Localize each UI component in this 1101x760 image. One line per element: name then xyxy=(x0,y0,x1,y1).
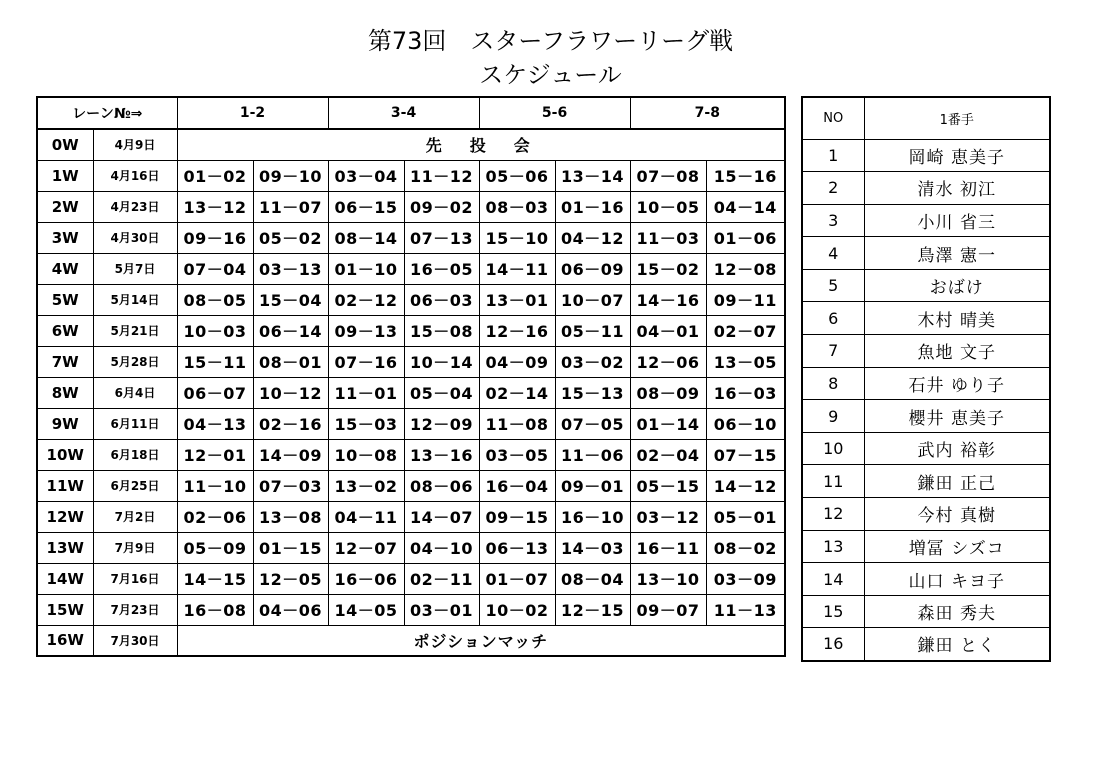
no-header: NO xyxy=(802,97,864,139)
matchup-cell: 16－06 xyxy=(328,563,404,594)
matchup-cell: 05－04 xyxy=(404,377,479,408)
matchup-cell: 16－03 xyxy=(706,377,785,408)
player-number: 15 xyxy=(802,595,864,628)
lane-label: レーン№⇒ xyxy=(37,97,177,129)
matchup-cell: 07－03 xyxy=(253,470,328,501)
matchup-cell: 09－13 xyxy=(328,315,404,346)
player-row xyxy=(802,400,1050,433)
date-cell: 7月9日 xyxy=(93,532,177,563)
matchup-cell: 08－04 xyxy=(555,563,630,594)
player-row xyxy=(802,302,1050,335)
matchup-cell: 04－11 xyxy=(328,501,404,532)
week-cell: 7W xyxy=(37,346,93,377)
week-cell: 6W xyxy=(37,315,93,346)
schedule-row xyxy=(37,129,785,160)
player-name: 増冨 シズコ xyxy=(864,530,1050,563)
date-cell: 5月7日 xyxy=(93,253,177,284)
player-number: 2 xyxy=(802,172,864,205)
matchup-cell: 01－15 xyxy=(253,532,328,563)
player-number: 3 xyxy=(802,204,864,237)
matchup-cell: 01－14 xyxy=(630,408,706,439)
matchup-cell: 06－13 xyxy=(479,532,555,563)
matchup-cell: 15－02 xyxy=(630,253,706,284)
matchup-cell: 11－12 xyxy=(404,160,479,191)
player-header-row xyxy=(802,97,1050,139)
matchup-cell: 07－04 xyxy=(177,253,253,284)
player-number: 4 xyxy=(802,237,864,270)
player-row xyxy=(802,465,1050,498)
player-row xyxy=(802,432,1050,465)
matchup-cell: 05－09 xyxy=(177,532,253,563)
matchup-cell: 06－07 xyxy=(177,377,253,408)
matchup-cell: 12－16 xyxy=(479,315,555,346)
matchup-cell: 04－01 xyxy=(630,315,706,346)
player-name: 石井 ゆり子 xyxy=(864,367,1050,400)
schedule-row xyxy=(37,315,785,346)
matchup-cell: 04－09 xyxy=(479,346,555,377)
schedule-table xyxy=(36,96,786,657)
lane-header: 5-6 xyxy=(479,97,630,129)
player-number: 1 xyxy=(802,139,864,172)
matchup-cell: 14－15 xyxy=(177,563,253,594)
player-name: 山口 キヨ子 xyxy=(864,563,1050,596)
matchup-cell: 12－06 xyxy=(630,346,706,377)
matchup-cell: 08－14 xyxy=(328,222,404,253)
week-cell: 5W xyxy=(37,284,93,315)
schedule-row xyxy=(37,470,785,501)
matchup-cell: 08－09 xyxy=(630,377,706,408)
schedule-row xyxy=(37,408,785,439)
schedule-row xyxy=(37,563,785,594)
player-row xyxy=(802,367,1050,400)
matchup-cell: 11－03 xyxy=(630,222,706,253)
player-number: 12 xyxy=(802,498,864,531)
matchup-cell: 01－07 xyxy=(479,563,555,594)
schedule-row xyxy=(37,222,785,253)
matchup-cell: 08－02 xyxy=(706,532,785,563)
matchup-cell: 12－05 xyxy=(253,563,328,594)
matchup-cell: 11－10 xyxy=(177,470,253,501)
date-cell: 7月16日 xyxy=(93,563,177,594)
special-event-cell: ポジションマッチ xyxy=(177,625,785,656)
matchup-cell: 03－05 xyxy=(479,439,555,470)
schedule-row xyxy=(37,625,785,656)
matchup-cell: 11－06 xyxy=(555,439,630,470)
week-cell: 10W xyxy=(37,439,93,470)
matchup-cell: 09－07 xyxy=(630,594,706,625)
matchup-cell: 12－01 xyxy=(177,439,253,470)
page-subtitle: スケジュール xyxy=(479,61,622,89)
matchup-cell: 10－05 xyxy=(630,191,706,222)
week-cell: 11W xyxy=(37,470,93,501)
player-name: おばけ xyxy=(864,269,1050,302)
matchup-cell: 16－05 xyxy=(404,253,479,284)
matchup-cell: 03－12 xyxy=(630,501,706,532)
player-name: 櫻井 恵美子 xyxy=(864,400,1050,433)
matchup-cell: 09－15 xyxy=(479,501,555,532)
week-cell: 14W xyxy=(37,563,93,594)
week-cell: 15W xyxy=(37,594,93,625)
date-cell: 4月23日 xyxy=(93,191,177,222)
matchup-cell: 07－15 xyxy=(706,439,785,470)
matchup-cell: 01－10 xyxy=(328,253,404,284)
matchup-cell: 16－10 xyxy=(555,501,630,532)
matchup-cell: 15－10 xyxy=(479,222,555,253)
week-cell: 0W xyxy=(37,129,93,160)
matchup-cell: 03－02 xyxy=(555,346,630,377)
matchup-cell: 05－06 xyxy=(479,160,555,191)
matchup-cell: 14－07 xyxy=(404,501,479,532)
matchup-cell: 09－02 xyxy=(404,191,479,222)
player-name: 武内 裕彰 xyxy=(864,432,1050,465)
matchup-cell: 08－06 xyxy=(404,470,479,501)
matchup-cell: 14－03 xyxy=(555,532,630,563)
matchup-cell: 01－06 xyxy=(706,222,785,253)
matchup-cell: 15－03 xyxy=(328,408,404,439)
date-cell: 6月25日 xyxy=(93,470,177,501)
player-name: 森田 秀夫 xyxy=(864,595,1050,628)
player-name: 鎌田 とく xyxy=(864,628,1050,661)
date-cell: 4月16日 xyxy=(93,160,177,191)
week-cell: 3W xyxy=(37,222,93,253)
matchup-cell: 03－13 xyxy=(253,253,328,284)
matchup-cell: 11－01 xyxy=(328,377,404,408)
player-number: 8 xyxy=(802,367,864,400)
matchup-cell: 06－10 xyxy=(706,408,785,439)
matchup-cell: 06－03 xyxy=(404,284,479,315)
date-cell: 6月18日 xyxy=(93,439,177,470)
lane-header: 1-2 xyxy=(177,97,328,129)
matchup-cell: 05－02 xyxy=(253,222,328,253)
player-number: 7 xyxy=(802,335,864,368)
matchup-cell: 08－05 xyxy=(177,284,253,315)
matchup-cell: 14－12 xyxy=(706,470,785,501)
player-number: 6 xyxy=(802,302,864,335)
schedule-row xyxy=(37,377,785,408)
date-cell: 7月2日 xyxy=(93,501,177,532)
matchup-cell: 04－12 xyxy=(555,222,630,253)
matchup-cell: 08－03 xyxy=(479,191,555,222)
matchup-cell: 09－16 xyxy=(177,222,253,253)
week-cell: 12W xyxy=(37,501,93,532)
schedule-row xyxy=(37,160,785,191)
schedule-row xyxy=(37,253,785,284)
matchup-cell: 02－04 xyxy=(630,439,706,470)
matchup-cell: 13－01 xyxy=(479,284,555,315)
matchup-cell: 10－14 xyxy=(404,346,479,377)
matchup-cell: 06－15 xyxy=(328,191,404,222)
matchup-cell: 07－08 xyxy=(630,160,706,191)
page-title: 第73回 スターフラワーリーグ戦 xyxy=(367,27,734,55)
player-row xyxy=(802,595,1050,628)
player-row xyxy=(802,335,1050,368)
matchup-cell: 04－14 xyxy=(706,191,785,222)
date-cell: 5月28日 xyxy=(93,346,177,377)
week-cell: 2W xyxy=(37,191,93,222)
date-cell: 5月14日 xyxy=(93,284,177,315)
week-cell: 9W xyxy=(37,408,93,439)
matchup-cell: 11－13 xyxy=(706,594,785,625)
matchup-cell: 11－07 xyxy=(253,191,328,222)
matchup-cell: 03－04 xyxy=(328,160,404,191)
matchup-cell: 13－05 xyxy=(706,346,785,377)
matchup-cell: 12－08 xyxy=(706,253,785,284)
matchup-cell: 13－16 xyxy=(404,439,479,470)
matchup-cell: 13－14 xyxy=(555,160,630,191)
matchup-cell: 13－08 xyxy=(253,501,328,532)
matchup-cell: 10－12 xyxy=(253,377,328,408)
matchup-cell: 16－04 xyxy=(479,470,555,501)
matchup-cell: 10－02 xyxy=(479,594,555,625)
week-cell: 8W xyxy=(37,377,93,408)
matchup-cell: 15－13 xyxy=(555,377,630,408)
schedule-row xyxy=(37,439,785,470)
matchup-cell: 02－11 xyxy=(404,563,479,594)
player-number: 16 xyxy=(802,628,864,661)
player-row xyxy=(802,530,1050,563)
matchup-cell: 16－11 xyxy=(630,532,706,563)
matchup-cell: 09－01 xyxy=(555,470,630,501)
matchup-cell: 14－09 xyxy=(253,439,328,470)
player-row xyxy=(802,172,1050,205)
player-row xyxy=(802,204,1050,237)
matchup-cell: 13－12 xyxy=(177,191,253,222)
player-name: 清水 初江 xyxy=(864,172,1050,205)
player-row xyxy=(802,237,1050,270)
player-name: 小川 省三 xyxy=(864,204,1050,237)
lane-header: 7-8 xyxy=(630,97,785,129)
player-name: 鎌田 正己 xyxy=(864,465,1050,498)
player-number: 14 xyxy=(802,563,864,596)
matchup-cell: 13－02 xyxy=(328,470,404,501)
matchup-cell: 03－01 xyxy=(404,594,479,625)
matchup-cell: 10－07 xyxy=(555,284,630,315)
matchup-cell: 01－02 xyxy=(177,160,253,191)
player-name: 木村 晴美 xyxy=(864,302,1050,335)
player-row xyxy=(802,498,1050,531)
date-cell: 7月23日 xyxy=(93,594,177,625)
date-cell: 4月9日 xyxy=(93,129,177,160)
name-header: 1番手 xyxy=(864,97,1050,139)
player-number: 13 xyxy=(802,530,864,563)
matchup-cell: 09－10 xyxy=(253,160,328,191)
player-number: 10 xyxy=(802,432,864,465)
week-cell: 1W xyxy=(37,160,93,191)
matchup-cell: 07－13 xyxy=(404,222,479,253)
player-name: 魚地 文子 xyxy=(864,335,1050,368)
date-cell: 6月4日 xyxy=(93,377,177,408)
lane-header: 3-4 xyxy=(328,97,479,129)
matchup-cell: 02－16 xyxy=(253,408,328,439)
matchup-cell: 12－15 xyxy=(555,594,630,625)
matchup-cell: 15－11 xyxy=(177,346,253,377)
matchup-cell: 15－08 xyxy=(404,315,479,346)
matchup-cell: 04－13 xyxy=(177,408,253,439)
matchup-cell: 16－08 xyxy=(177,594,253,625)
schedule-row xyxy=(37,594,785,625)
date-cell: 7月30日 xyxy=(93,625,177,656)
player-number: 9 xyxy=(802,400,864,433)
matchup-cell: 14－05 xyxy=(328,594,404,625)
week-cell: 4W xyxy=(37,253,93,284)
player-name: 今村 真樹 xyxy=(864,498,1050,531)
date-cell: 4月30日 xyxy=(93,222,177,253)
matchup-cell: 05－01 xyxy=(706,501,785,532)
matchup-cell: 01－16 xyxy=(555,191,630,222)
player-name: 岡崎 恵美子 xyxy=(864,139,1050,172)
matchup-cell: 05－15 xyxy=(630,470,706,501)
matchup-cell: 10－08 xyxy=(328,439,404,470)
matchup-cell: 06－14 xyxy=(253,315,328,346)
matchup-cell: 03－09 xyxy=(706,563,785,594)
special-event-cell: 先 投 会 xyxy=(177,129,785,160)
matchup-cell: 05－11 xyxy=(555,315,630,346)
date-cell: 5月21日 xyxy=(93,315,177,346)
player-row xyxy=(802,563,1050,596)
matchup-cell: 07－16 xyxy=(328,346,404,377)
schedule-row xyxy=(37,284,785,315)
matchup-cell: 14－16 xyxy=(630,284,706,315)
matchup-cell: 11－08 xyxy=(479,408,555,439)
schedule-row xyxy=(37,501,785,532)
player-name: 鳥澤 憲一 xyxy=(864,237,1050,270)
matchup-cell: 02－07 xyxy=(706,315,785,346)
matchup-cell: 12－09 xyxy=(404,408,479,439)
matchup-cell: 08－01 xyxy=(253,346,328,377)
schedule-row xyxy=(37,532,785,563)
matchup-cell: 10－03 xyxy=(177,315,253,346)
matchup-cell: 06－09 xyxy=(555,253,630,284)
date-cell: 6月11日 xyxy=(93,408,177,439)
matchup-cell: 13－10 xyxy=(630,563,706,594)
player-number: 11 xyxy=(802,465,864,498)
player-number: 5 xyxy=(802,269,864,302)
matchup-cell: 02－06 xyxy=(177,501,253,532)
player-row xyxy=(802,628,1050,661)
week-cell: 13W xyxy=(37,532,93,563)
schedule-header-row xyxy=(37,97,785,129)
matchup-cell: 09－11 xyxy=(706,284,785,315)
matchup-cell: 02－12 xyxy=(328,284,404,315)
matchup-cell: 15－04 xyxy=(253,284,328,315)
player-table xyxy=(801,96,1051,662)
matchup-cell: 02－14 xyxy=(479,377,555,408)
week-cell: 16W xyxy=(37,625,93,656)
matchup-cell: 15－16 xyxy=(706,160,785,191)
matchup-cell: 14－11 xyxy=(479,253,555,284)
schedule-row xyxy=(37,191,785,222)
schedule-row xyxy=(37,346,785,377)
player-row xyxy=(802,269,1050,302)
matchup-cell: 07－05 xyxy=(555,408,630,439)
player-row xyxy=(802,139,1050,172)
matchup-cell: 12－07 xyxy=(328,532,404,563)
matchup-cell: 04－06 xyxy=(253,594,328,625)
matchup-cell: 04－10 xyxy=(404,532,479,563)
